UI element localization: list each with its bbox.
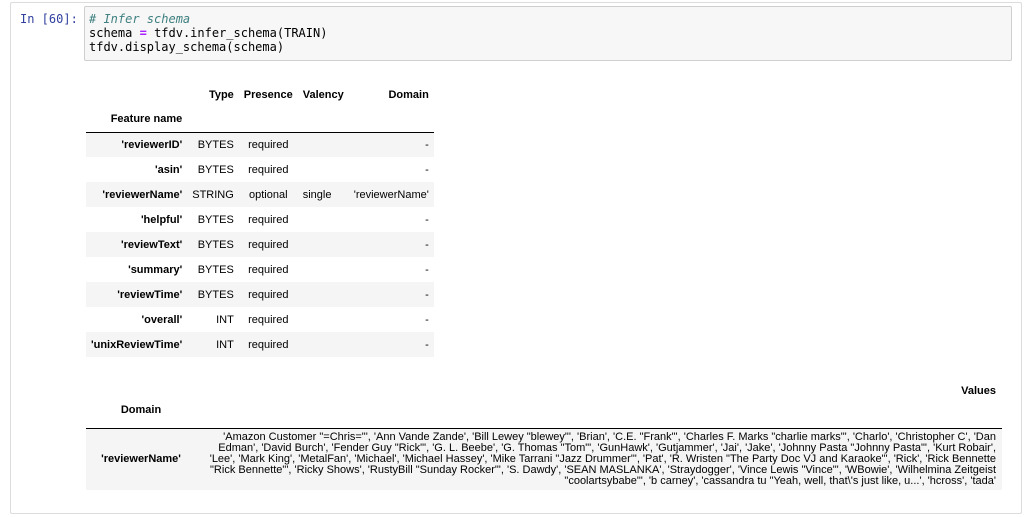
feature-name: 'reviewTime' [117,288,183,301]
table-row [86,307,434,332]
code-input[interactable] [84,6,1012,61]
table-row [86,332,434,357]
table-row [86,182,434,207]
table-row [86,207,434,232]
code-call: tfdv.infer_schema(TRAIN) [154,26,328,40]
feature-presence: required [248,313,289,326]
table-row [86,132,434,157]
feature-domain: - [425,338,429,351]
feature-name: 'helpful' [140,213,183,226]
feature-presence: required [248,338,289,351]
domain-header-row [86,378,1002,404]
feature-domain: - [425,313,429,326]
feature-name: 'reviewerName' [102,188,183,201]
cell-prompt: In [60]: [20,12,78,26]
feature-name: 'reviewText' [120,238,183,251]
col-header-valency: Valency [302,88,344,101]
index-header-domain: Domain [86,404,196,428]
domain-index-row [86,404,1002,428]
feature-domain: - [425,163,429,176]
feature-domain: - [425,138,429,151]
code-line-1 [89,12,1007,26]
code-operator: = [139,26,147,40]
code-line-3: tfdv.display_schema(schema) [89,40,285,54]
feature-domain: - [425,213,429,226]
index-header-blank [349,107,434,132]
feature-domain: 'reviewerName' [353,188,429,201]
feature-type: BYTES [197,263,234,276]
feature-type: STRING [192,188,234,201]
feature-valency [298,132,349,157]
feature-valency [298,332,349,357]
index-header-blank [239,107,298,132]
domain-name: 'reviewerName' [101,453,181,465]
feature-name: 'asin' [154,163,183,176]
domain-values: 'Amazon Customer "=Chris="', 'Ann Vande Zande', 'Bill Lewey "blewey"', 'Brian', 'C.E. "Frank"', 'Charles F. Marks "charlie marks"', 'Charlo', 'Christopher C', 'Dan Edman', 'David Burch', 'Fender Guy "Rick"', 'G. L. Beebe', 'G. Thomas "Tom"', 'GunHawk', 'Gutjammer', 'Jai', 'Jake', 'Johnny Pasta "Johnny Pasta"', 'Kurt Robair', 'Lee', 'Mark King', 'MetalFan', 'Michael', 'Michael Hassey', 'Mike Tarrani "Jazz Drummer"', 'Pat', 'R. Wristen "The Party Doc VJ and Karaoke"', 'Rick', 'Rick Bennette "Rick Bennette"', 'Ricky Shows', 'RustyBill "Sunday Rocker"', 'S. Dawdy', 'SEAN MASLANKA', 'Straydogger', 'Vince Lewis "Vince"', 'WBowie', 'Wilhelmina Zeitgeist "coolartsybabe"', 'b carney', 'cassandra tu "Yeah, well, that\'s just like, u...', 'hcross', 'tada' [209,430,996,487]
code-comment: # Infer schema [89,12,191,26]
index-header-blank [187,107,239,132]
feature-type: INT [216,338,234,351]
schema-header-row [86,82,434,107]
feature-presence: optional [248,188,288,201]
table-row [86,257,434,282]
schema-index-blank [86,82,187,107]
feature-type: BYTES [197,213,234,226]
table-row [86,282,434,307]
index-header-blank [298,107,349,132]
code-var: schema [89,26,133,40]
col-header-values: Values [961,385,996,397]
feature-valency [298,157,349,182]
index-header-feature-name: Feature name [86,107,187,132]
feature-presence: required [248,263,289,276]
feature-valency [298,257,349,282]
feature-type: INT [216,313,234,326]
domain-index-blank [86,378,196,404]
feature-name: 'overall' [141,313,183,326]
feature-presence: required [248,138,289,151]
feature-valency: single [302,188,332,201]
table-row [86,157,434,182]
col-header-domain: Domain [388,88,429,101]
feature-name: 'reviewerID' [121,138,183,151]
feature-valency [298,232,349,257]
feature-domain: - [425,263,429,276]
code-line-2 [89,26,1007,40]
domain-table [86,378,1002,490]
feature-type: BYTES [197,163,234,176]
feature-domain: - [425,288,429,301]
table-row [86,232,434,257]
feature-type: BYTES [197,288,234,301]
feature-type: BYTES [197,138,234,151]
feature-name: 'summary' [128,263,183,276]
feature-presence: required [248,163,289,176]
table-row [86,428,1002,490]
schema-table [86,82,434,357]
feature-type: BYTES [197,238,234,251]
feature-valency [298,207,349,232]
col-header-presence: Presence [243,88,293,101]
feature-presence: required [248,288,289,301]
col-header-type: Type [208,88,234,101]
index-header-blank [196,404,1002,428]
feature-name: 'unixReviewTime' [91,338,183,351]
feature-valency [298,307,349,332]
feature-presence: required [248,213,289,226]
feature-valency [298,282,349,307]
feature-domain: - [425,238,429,251]
feature-presence: required [248,238,289,251]
schema-index-row [86,107,434,132]
